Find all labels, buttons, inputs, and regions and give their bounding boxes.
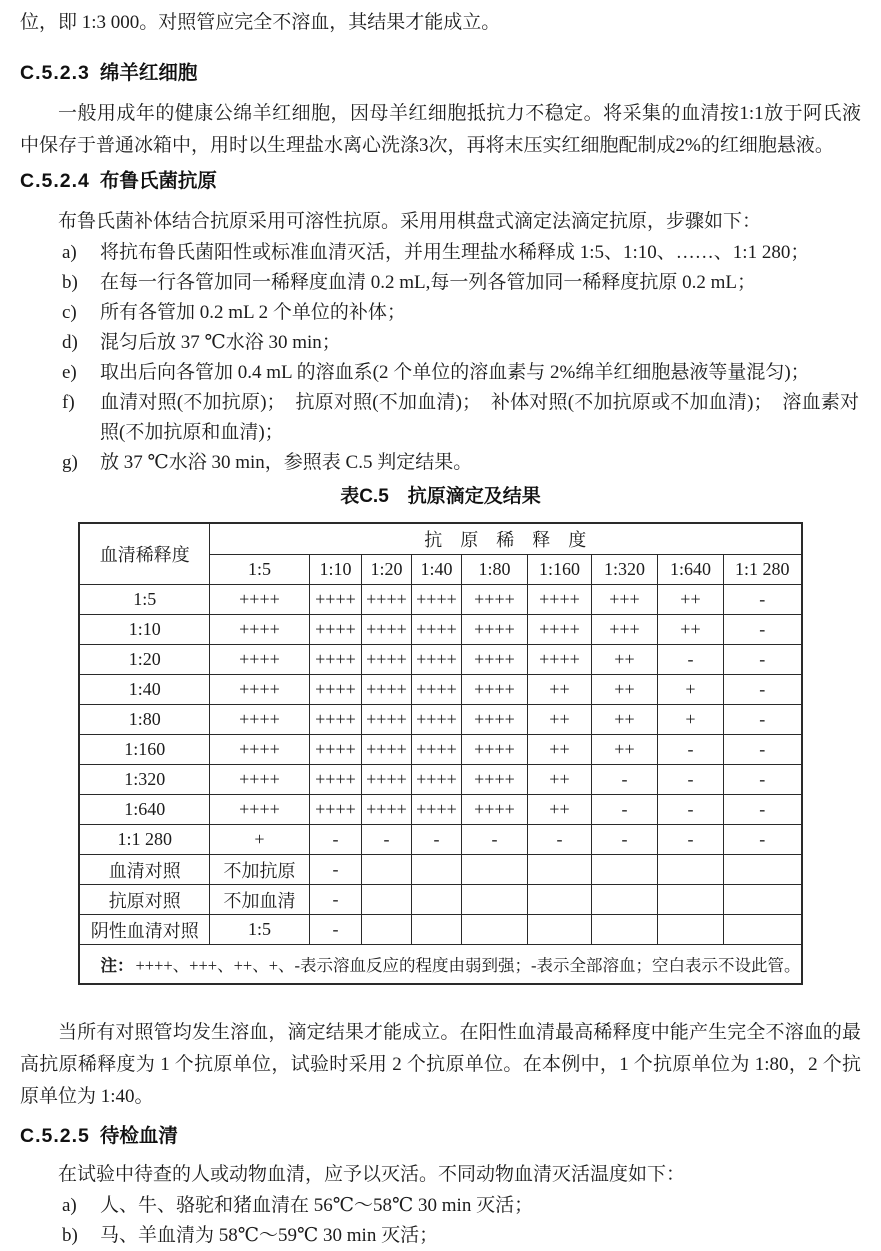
inactivation-list xyxy=(20,1191,861,1251)
corner-header: 血清稀释度 xyxy=(79,523,209,585)
table-cell: ++++ xyxy=(309,615,361,645)
section-number: C.5.2.4 xyxy=(20,170,90,192)
column-header: 1:320 xyxy=(591,555,657,585)
table-cell xyxy=(723,885,801,915)
table-cell xyxy=(657,855,723,885)
table-cell xyxy=(527,885,591,915)
table-cell xyxy=(361,885,411,915)
paragraph-test-serum: 在试验中待查的人或动物血清，应予以灭活。不同动物血清灭活温度如下： xyxy=(58,1164,686,1185)
paragraph-sheep-rbc: 一般用成年的健康公绵羊红细胞，因母羊红细胞抵抗力不稳定。将采集的血清按1:1放于阿氏液中保存于普通冰箱中，用时以生理盐水离心洗涤3次，再将末压实红细胞配制成2%的红细胞悬液。 xyxy=(20,103,861,156)
table-cell: ++++ xyxy=(461,735,527,765)
column-header: 1:20 xyxy=(361,555,411,585)
table-row xyxy=(79,705,801,735)
table-cell: ++++ xyxy=(527,585,591,615)
table-cell: ++++ xyxy=(461,675,527,705)
table-cell: 不加血清 xyxy=(209,885,309,915)
table-cell: ++++ xyxy=(361,585,411,615)
table-cell: ++++ xyxy=(361,735,411,765)
paragraph-result-interpretation: 当所有对照管均发生溶血，滴定结果才能成立。在阳性血清最高稀释度中能产生完全不溶血的最高抗原稀释度为 1 个抗原单位，试验时采用 2 个抗原单位。在本例中，1 个抗原单位为 1:80，2 个抗原单位为 1:40。 xyxy=(20,1022,861,1107)
antigen-titration-table xyxy=(78,522,802,985)
table-cell: ++++ xyxy=(309,675,361,705)
section-title: 绵羊红细胞 xyxy=(99,62,198,84)
table-cell: ++++ xyxy=(461,765,527,795)
row-label: 抗原对照 xyxy=(79,885,209,915)
list-item-label: g) xyxy=(62,452,78,473)
table-cell: - xyxy=(723,705,801,735)
paragraph-continuation: 位，即 1:3 000。对照管应完全不溶血，其结果才能成立。 xyxy=(20,12,501,33)
table-caption: 表C.5 抗原滴定及结果 xyxy=(340,486,541,507)
table-cell xyxy=(411,915,461,945)
list-item xyxy=(20,1221,861,1251)
table-cell: ++ xyxy=(591,675,657,705)
table-cell xyxy=(527,915,591,945)
row-label: 1:80 xyxy=(79,705,209,735)
table-cell: - xyxy=(657,795,723,825)
table-cell: ++++ xyxy=(461,705,527,735)
table-note xyxy=(79,945,801,985)
table-cell: 1:5 xyxy=(209,915,309,945)
list-item-label: a) xyxy=(62,1195,77,1216)
table-row xyxy=(79,885,801,915)
table-cell: ++ xyxy=(527,795,591,825)
table-cell: - xyxy=(591,765,657,795)
table-cell: - xyxy=(461,825,527,855)
note-text: ++++、+++、++、+、-表示溶血反应的程度由弱到强；-表示全部溶血；空白表示不设此管。 xyxy=(135,956,801,975)
row-label: 1:1 280 xyxy=(79,825,209,855)
list-item xyxy=(20,328,861,358)
table-cell xyxy=(591,885,657,915)
column-header: 1:160 xyxy=(527,555,591,585)
table-cell xyxy=(411,885,461,915)
table-cell: ++++ xyxy=(309,585,361,615)
table-row xyxy=(79,675,801,705)
table-cell: ++++ xyxy=(209,795,309,825)
list-item xyxy=(20,1191,861,1221)
table-cell: ++ xyxy=(527,675,591,705)
table-cell: ++ xyxy=(591,735,657,765)
table-cell: ++++ xyxy=(209,585,309,615)
table-cell: ++++ xyxy=(309,765,361,795)
table-cell: - xyxy=(723,765,801,795)
section-title: 待检血清 xyxy=(99,1125,178,1147)
table-cell xyxy=(527,855,591,885)
table-cell: - xyxy=(411,825,461,855)
procedure-list xyxy=(20,238,861,478)
list-item xyxy=(20,448,861,478)
section-heading-c525 xyxy=(20,1123,861,1149)
table-cell: - xyxy=(361,825,411,855)
table-cell: ++++ xyxy=(361,795,411,825)
row-label: 1:20 xyxy=(79,645,209,675)
table-note-row xyxy=(79,945,801,985)
table-cell xyxy=(723,855,801,885)
list-item-text: 马、羊血清为 58℃～59℃ 30 min 灭活； xyxy=(100,1225,439,1246)
group-header: 抗原稀释度 xyxy=(209,523,801,555)
table-cell: ++++ xyxy=(209,645,309,675)
table-cell: ++++ xyxy=(461,615,527,645)
row-label: 阴性血清对照 xyxy=(79,915,209,945)
column-header: 1:80 xyxy=(461,555,527,585)
row-label: 血清对照 xyxy=(79,855,209,885)
table-cell: ++++ xyxy=(411,765,461,795)
table-row xyxy=(79,915,801,945)
table-cell: - xyxy=(657,735,723,765)
row-label: 1:5 xyxy=(79,585,209,615)
table-cell xyxy=(361,855,411,885)
column-header: 1:1 280 xyxy=(723,555,801,585)
table-cell: - xyxy=(723,795,801,825)
list-item xyxy=(20,268,861,298)
table-cell: ++++ xyxy=(461,585,527,615)
table-cell: ++++ xyxy=(527,645,591,675)
table-row xyxy=(79,855,801,885)
table-cell: 不加抗原 xyxy=(209,855,309,885)
list-item-label: b) xyxy=(62,272,78,293)
table-cell: ++++ xyxy=(361,705,411,735)
table-cell: ++++ xyxy=(411,645,461,675)
list-item xyxy=(20,358,861,388)
table-cell: ++++ xyxy=(309,645,361,675)
list-item-label: e) xyxy=(62,362,77,383)
table-cell: ++++ xyxy=(309,795,361,825)
table-cell: ++++ xyxy=(309,735,361,765)
list-item-text: 所有各管加 0.2 mL 2 个单位的补体； xyxy=(100,302,406,323)
table-cell: - xyxy=(309,825,361,855)
section-number: C.5.2.5 xyxy=(20,1125,90,1147)
table-cell: ++++ xyxy=(361,675,411,705)
row-label: 1:640 xyxy=(79,795,209,825)
column-header: 1:640 xyxy=(657,555,723,585)
list-item-text: 放 37 ℃水浴 30 min，参照表 C.5 判定结果。 xyxy=(100,452,473,473)
table-cell xyxy=(461,855,527,885)
table-cell: ++++ xyxy=(411,795,461,825)
table-cell xyxy=(411,855,461,885)
table-cell: - xyxy=(723,735,801,765)
list-item-label: c) xyxy=(62,302,77,323)
table-cell: - xyxy=(723,825,801,855)
table-cell: +++ xyxy=(591,615,657,645)
table-cell: - xyxy=(309,855,361,885)
table-cell: ++++ xyxy=(209,675,309,705)
row-label: 1:10 xyxy=(79,615,209,645)
table-row xyxy=(79,795,801,825)
list-item-text: 取出后向各管加 0.4 mL 的溶血系(2 个单位的溶血素与 2%绵羊红细胞悬液等量混匀)； xyxy=(100,362,810,383)
table-cell: ++ xyxy=(591,705,657,735)
list-item-text: 混匀后放 37 ℃水浴 30 min； xyxy=(100,332,341,353)
section-heading-c523 xyxy=(20,60,861,86)
table-cell xyxy=(361,915,411,945)
table-cell: + xyxy=(209,825,309,855)
table-cell: ++++ xyxy=(411,585,461,615)
list-item xyxy=(20,298,861,328)
table-cell: ++++ xyxy=(209,765,309,795)
table-cell: ++ xyxy=(657,585,723,615)
list-item-label: d) xyxy=(62,332,78,353)
list-item-label: f) xyxy=(62,392,75,413)
table-cell: - xyxy=(309,885,361,915)
table-cell xyxy=(723,915,801,945)
list-item xyxy=(20,238,861,268)
table-cell: - xyxy=(591,795,657,825)
row-label: 1:320 xyxy=(79,765,209,795)
table-cell: ++++ xyxy=(411,735,461,765)
table-cell: +++ xyxy=(591,585,657,615)
paragraph-antigen-intro: 布鲁氏菌补体结合抗原采用可溶性抗原。采用用棋盘式滴定法滴定抗原，步骤如下： xyxy=(58,211,762,232)
column-header: 1:5 xyxy=(209,555,309,585)
table-cell: ++ xyxy=(657,615,723,645)
table-cell: - xyxy=(309,915,361,945)
row-label: 1:40 xyxy=(79,675,209,705)
table-cell: ++++ xyxy=(209,735,309,765)
table-cell: ++++ xyxy=(361,615,411,645)
list-item-text: 人、牛、骆驼和猪血清在 56℃～58℃ 30 min 灭活； xyxy=(100,1195,534,1216)
table-row xyxy=(79,825,801,855)
table-cell: - xyxy=(527,825,591,855)
table-row xyxy=(79,645,801,675)
table-cell: ++ xyxy=(527,765,591,795)
table-cell: + xyxy=(657,705,723,735)
table-cell: - xyxy=(723,585,801,615)
table-cell: ++++ xyxy=(411,615,461,645)
section-title: 布鲁氏菌抗原 xyxy=(99,170,217,192)
table-cell: - xyxy=(723,675,801,705)
table-cell: ++++ xyxy=(411,705,461,735)
table-cell: - xyxy=(657,825,723,855)
list-item-text: 将抗布鲁氏菌阳性或标准血清灭活，并用生理盐水稀释成 1:5、1:10、……、1:1 280； xyxy=(100,242,810,263)
table-cell: ++++ xyxy=(361,765,411,795)
table-header-row xyxy=(79,523,801,555)
row-label: 1:160 xyxy=(79,735,209,765)
table-row xyxy=(79,765,801,795)
table-cell: ++ xyxy=(527,705,591,735)
section-heading-c524 xyxy=(20,168,861,194)
table-cell: - xyxy=(657,645,723,675)
table-cell: ++++ xyxy=(209,705,309,735)
column-header: 1:40 xyxy=(411,555,461,585)
list-item-text: 在每一行各管加同一稀释度血清 0.2 mL,每一列各管加同一稀释度抗原 0.2 mL； xyxy=(100,272,757,293)
table-cell: - xyxy=(723,615,801,645)
table-cell: ++ xyxy=(527,735,591,765)
column-header: 1:10 xyxy=(309,555,361,585)
table-cell: + xyxy=(657,675,723,705)
table-cell: ++++ xyxy=(461,645,527,675)
table-cell: - xyxy=(657,765,723,795)
table-cell: - xyxy=(723,645,801,675)
table-cell: ++++ xyxy=(209,615,309,645)
table-cell xyxy=(657,915,723,945)
table-row xyxy=(79,585,801,615)
table-cell: ++++ xyxy=(411,675,461,705)
table-cell: ++++ xyxy=(361,645,411,675)
table-cell: ++ xyxy=(591,645,657,675)
list-item-label: a) xyxy=(62,242,77,263)
note-label: 注： xyxy=(100,957,134,975)
list-item-text: 血清对照(不加抗原)； 抗原对照(不加血清)； 补体对照(不加抗原或不加血清)； 溶血素对照(不加抗原和血清)； xyxy=(100,392,859,443)
section-number: C.5.2.3 xyxy=(20,62,90,84)
table-cell: ++++ xyxy=(309,705,361,735)
table-cell xyxy=(461,885,527,915)
table-cell xyxy=(657,885,723,915)
list-item xyxy=(20,388,861,448)
table-row xyxy=(79,735,801,765)
table-row xyxy=(79,615,801,645)
table-cell xyxy=(591,915,657,945)
table-cell: - xyxy=(591,825,657,855)
table-cell: ++++ xyxy=(527,615,591,645)
table-cell xyxy=(461,915,527,945)
list-item-label: b) xyxy=(62,1225,78,1246)
table-cell xyxy=(591,855,657,885)
table-cell: ++++ xyxy=(461,795,527,825)
